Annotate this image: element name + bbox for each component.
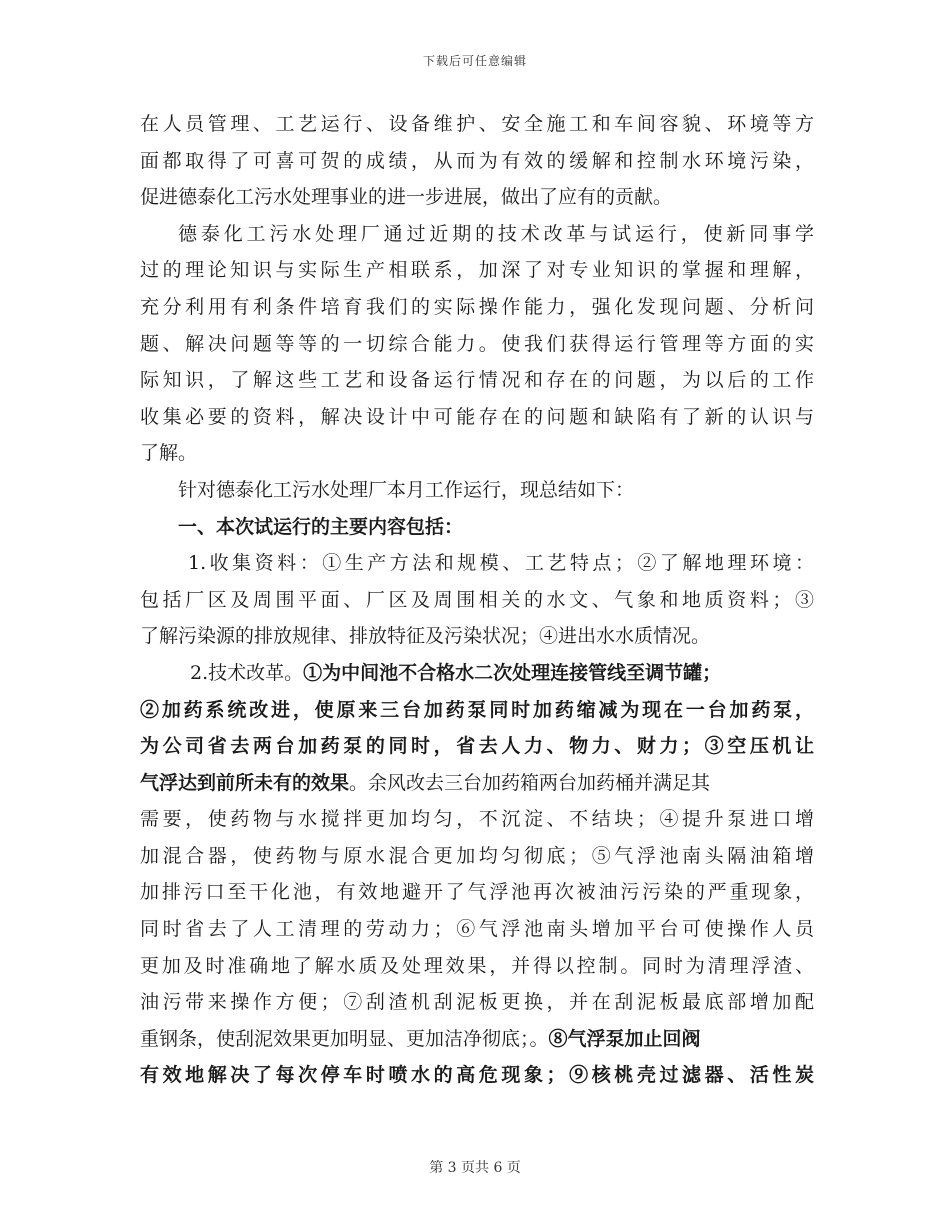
- paragraph-line: 题、解决问题等等的一切综合能力。使我们获得运行管理等方面的实: [140, 332, 814, 355]
- item-label: 2.技术改革。: [190, 661, 304, 684]
- regular-text: 。余风改去三台加药箱两台加药桶并满足其: [349, 771, 711, 794]
- paragraph-line: [140, 655, 814, 692]
- paragraph-line: 充分利用有利条件培育我们的实际操作能力，强化发现问题、分析问: [140, 295, 814, 318]
- regular-text: 重钢条，使刮泥效果更加明显、更加洁净彻底；。: [140, 1027, 549, 1050]
- paragraph-line: 为公司省去两台加药泵的同时，省去人力、物力、财力；③空压机让: [140, 735, 814, 758]
- paragraph-line: 同时省去了人工清理的劳动力；⑥气浮池南头增加平台可使操作人员: [140, 918, 814, 941]
- paragraph-line: [140, 1021, 814, 1058]
- page-footer: 第 3 页共 6 页: [429, 1160, 521, 1176]
- paragraph-line: ②加药系统改进，使原来三台加药泵同时加药缩减为现在一台加药泵，: [140, 698, 814, 721]
- paragraph-line: 需要，使药物与水搅拌更加均匀，不沉淀、不结块；④提升泵进口增: [140, 808, 814, 831]
- document-body: [140, 106, 814, 1094]
- paragraph-line: 促进德泰化工污水处理事业的进一步进展，做出了应有的贡献。: [140, 186, 673, 209]
- paragraph-line: 了解。: [140, 442, 198, 465]
- paragraph-line: 加混合器，使药物与原水混合更加均匀彻底；⑤气浮池南头隔油箱增: [140, 844, 814, 867]
- paragraph-line: 包括厂区及周围平面、厂区及周围相关的水文、气象和地质资料；③: [140, 588, 814, 611]
- paragraph-line: 更加及时准确地了解水质及处理效果，并得以控制。同时为清理浮渣、: [140, 954, 814, 977]
- paragraph-line: [140, 765, 814, 802]
- paragraph-line: 针对德泰化工污水处理厂本月工作运行，现总结如下：: [178, 478, 635, 501]
- paragraph-line: 德泰化工污水处理厂通过近期的技术改革与试运行，使新同事学: [178, 222, 814, 245]
- paragraph-line: 了解污染源的排放规律、排放特征及污染状况；④进出水水质情况。: [140, 625, 711, 648]
- page-header: 下载后可任意编辑: [422, 54, 527, 68]
- paragraph-line: 加排污口至干化池，有效地避开了气浮池再次被油污污染的严重现象，: [140, 881, 814, 904]
- paragraph-line: 际知识，了解这些工艺和设备运行情况和存在的问题，为以后的工作: [140, 369, 814, 392]
- paragraph-line: 在人员管理、工艺运行、设备维护、安全施工和车间容貌、环境等方: [140, 113, 814, 135]
- paragraph-line: 1.收集资料：①生产方法和规模、工艺特点；②了解地理环境：: [188, 552, 814, 575]
- paragraph-line: 有效地解决了每次停车时喷水的高危现象；⑨核桃壳过滤器、活性炭: [140, 1064, 814, 1087]
- bold-text: ⑧气浮泵加止回阀: [548, 1027, 701, 1050]
- section-heading: 一、本次试运行的主要内容包括：: [178, 515, 464, 538]
- bold-text: 气浮达到前所未有的效果: [140, 771, 350, 794]
- paragraph-line: 油污带来操作方便；⑦刮渣机刮泥板更换，并在刮泥板最底部增加配: [140, 991, 814, 1014]
- paragraph-line: 面都取得了可喜可贺的成绩，从而为有效的缓解和控制水环境污染，: [140, 149, 814, 172]
- paragraph-line: 过的理论知识与实际生产相联系，加深了对专业知识的掌握和理解，: [140, 259, 814, 282]
- paragraph-line: 收集必要的资料，解决设计中可能存在的问题和缺陷有了新的认识与: [140, 405, 814, 428]
- bold-text: ①为中间池不合格水二次处理连接管线至调节罐；: [303, 661, 722, 684]
